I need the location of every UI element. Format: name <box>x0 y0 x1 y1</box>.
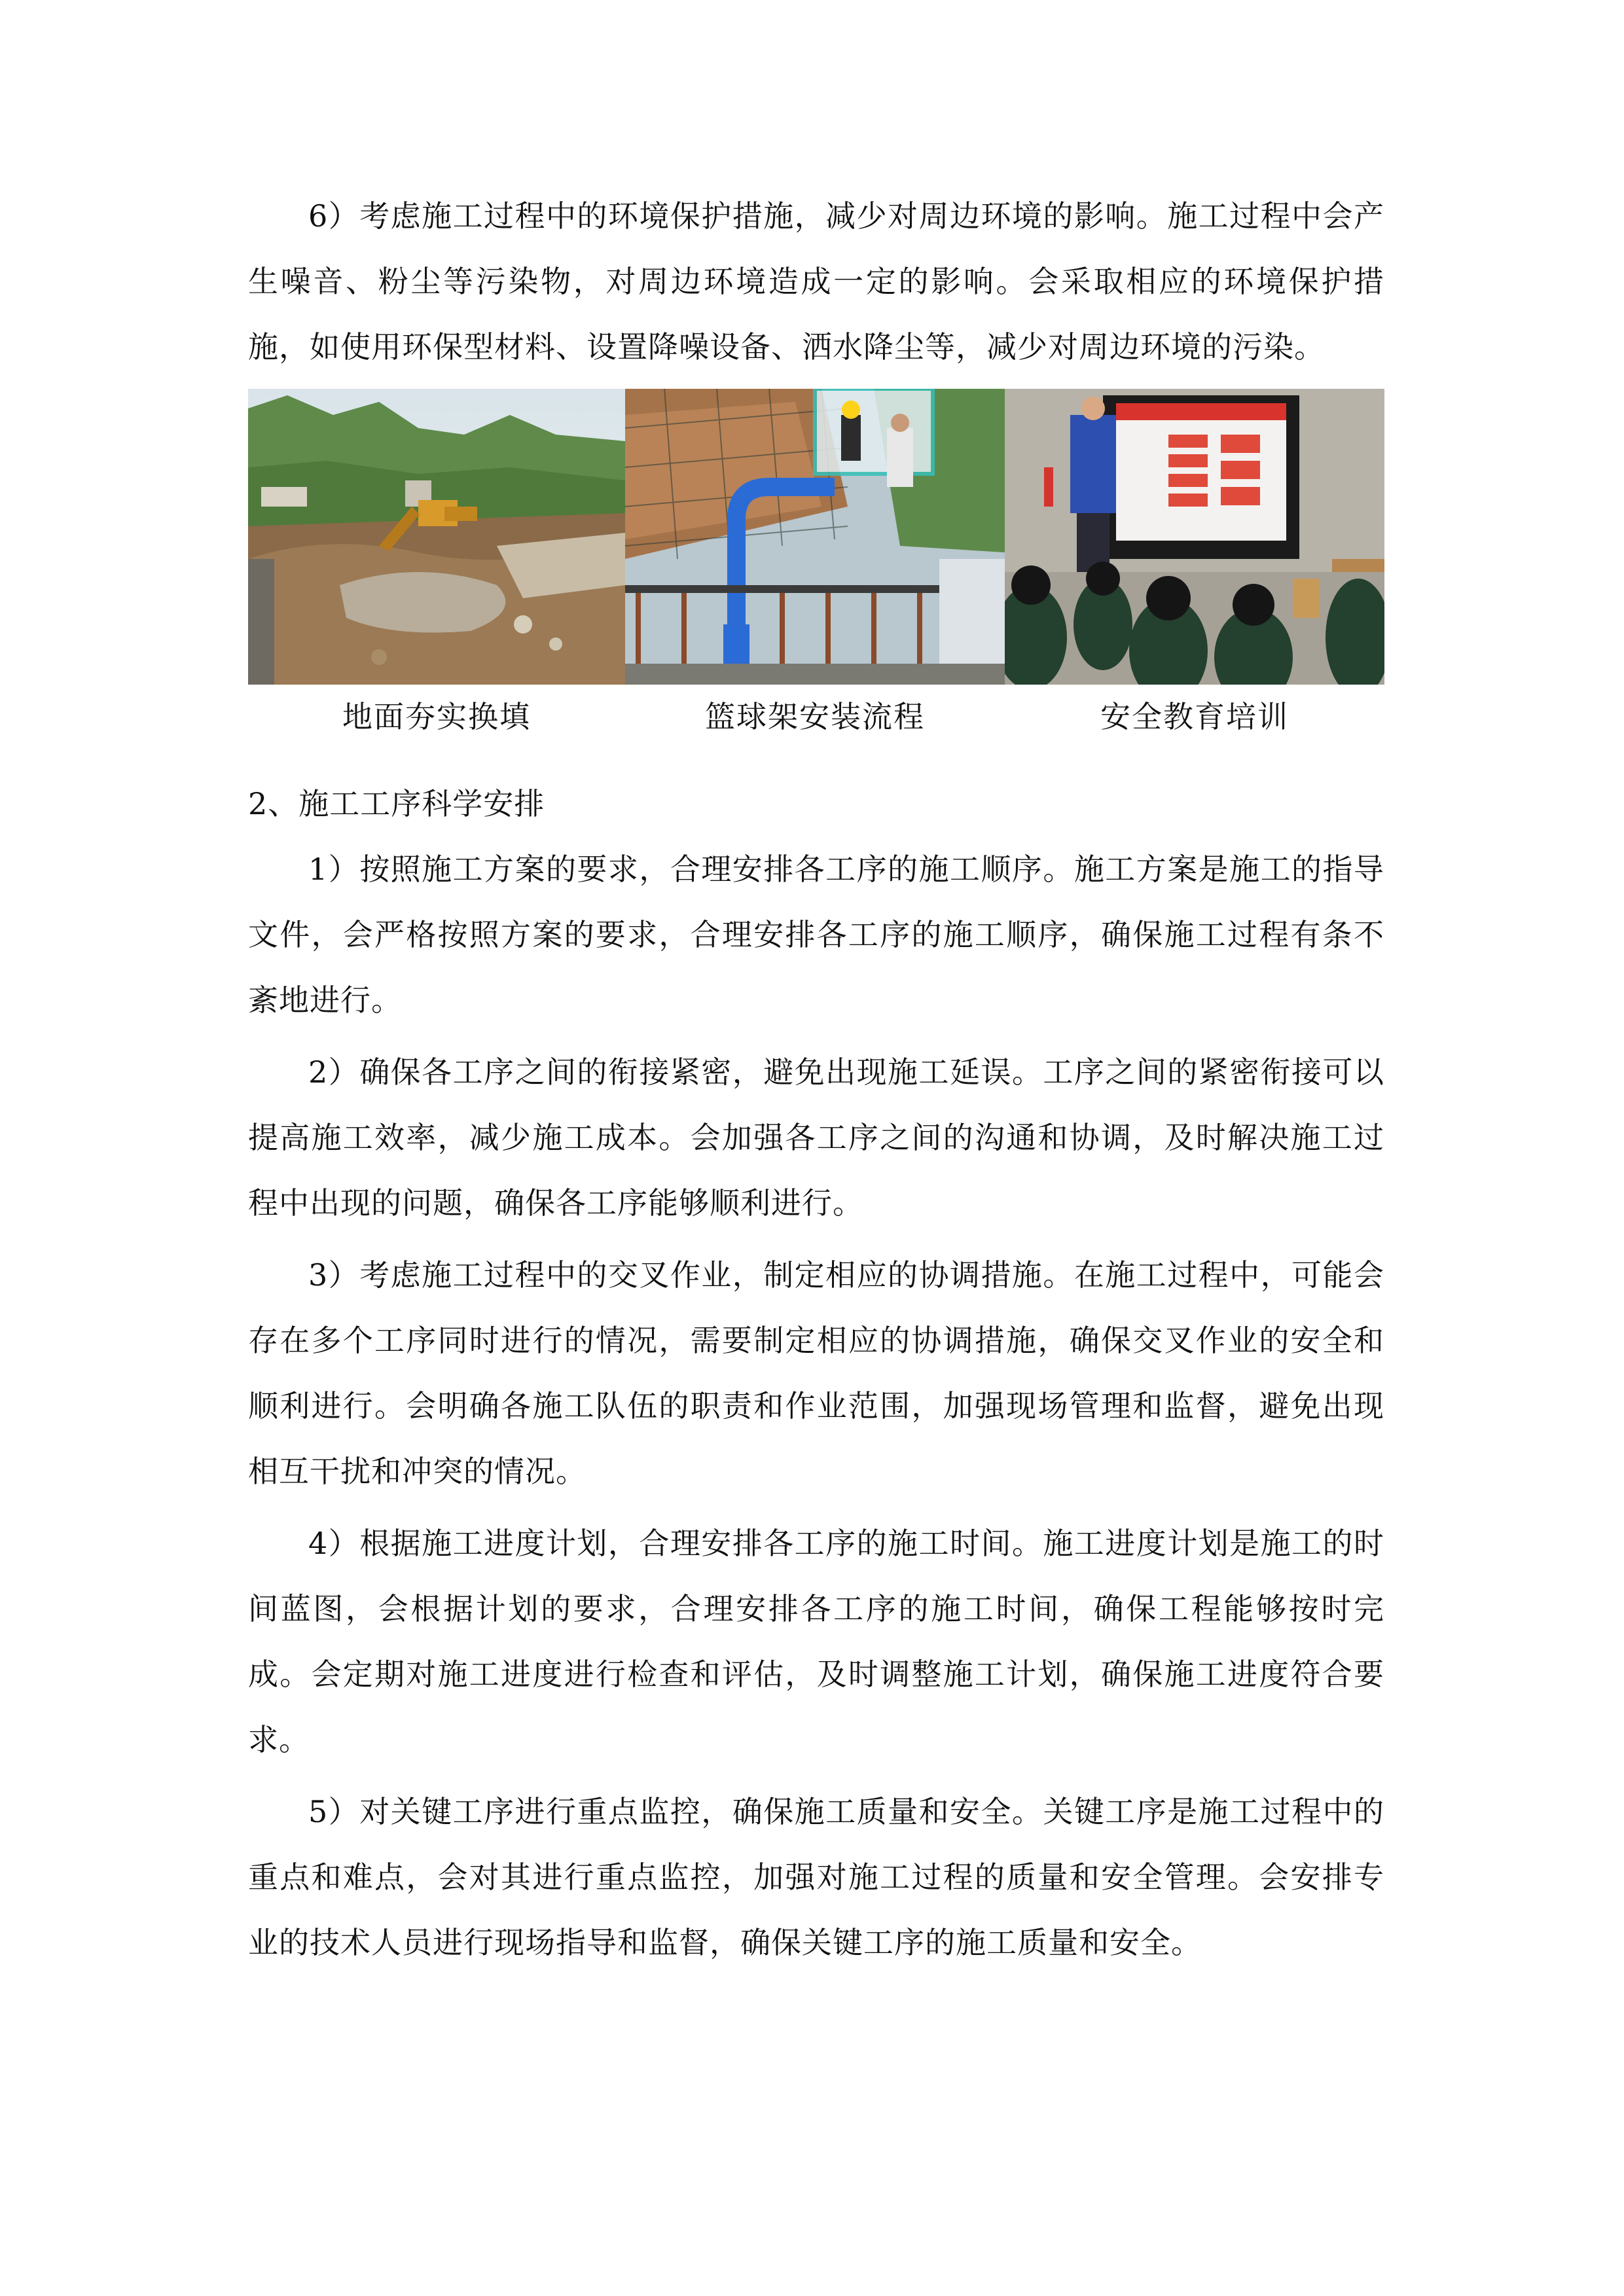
photo-caption-3: 安全教育培训 <box>1100 699 1289 734</box>
photo-captions <box>248 687 1384 746</box>
paragraph-3: 3）考虑施工过程中的交叉作业，制定相应的协调措施。在施工过程中，可能会存在多个工序同时进行的情况，需要制定相应的协调措施，确保交叉作业的安全和顺利进行。会明确各施工队伍的职责和作业范围，加强现场管理和监督，避免出现相互干扰和冲突的情况。 <box>248 1257 1384 1489</box>
paragraph-5: 5）对关键工序进行重点监控，确保施工质量和安全。关键工序是施工过程中的重点和难点，会对其进行重点监控，加强对施工过程的质量和安全管理。会安排专业的技术人员进行现场指导和监督，确保关键工序的施工质量和安全。 <box>248 1794 1384 1960</box>
paragraph-2: 2）确保各工序之间的衔接紧密，避免出现施工延误。工序之间的紧密衔接可以提高施工效率，减少施工成本。会加强各工序之间的沟通和协调，及时解决施工过程中出现的问题，确保各工序能够顺利进行。 <box>248 1054 1384 1221</box>
photo-caption-1: 地面夯实换填 <box>342 699 531 734</box>
photo-caption-2: 篮球架安装流程 <box>705 699 925 734</box>
paragraph-6: 6）考虑施工过程中的环境保护措施，减少对周边环境的影响。施工过程中会产生噪音、粉尘等污染物，对周边环境造成一定的影响。会采取相应的环境保护措施，如使用环保型材料、设置降噪设备、洒水降尘等，减少对周边环境的污染。 <box>248 198 1384 365</box>
document-page <box>248 183 1384 1975</box>
section-heading: 2、施工工序科学安排 <box>248 786 545 821</box>
paragraph-1: 1）按照施工方案的要求，合理安排各工序的施工顺序。施工方案是施工的指导文件，会严格按照方案的要求，合理安排各工序的施工顺序，确保施工过程有条不紊地进行。 <box>248 852 1384 1018</box>
basketball-hoop-install-photo <box>625 389 1005 685</box>
excavation-site-photo <box>248 389 625 685</box>
photo-strip <box>248 389 1384 685</box>
paragraph-4: 4）根据施工进度计划，合理安排各工序的施工时间。施工进度计划是施工的时间蓝图，会根据计划的要求，合理安排各工序的施工时间，确保工程能够按时完成。会定期对施工进度进行检查和评估，及时调整施工计划，确保施工进度符合要求。 <box>248 1526 1384 1757</box>
safety-training-classroom-photo <box>1005 389 1384 685</box>
